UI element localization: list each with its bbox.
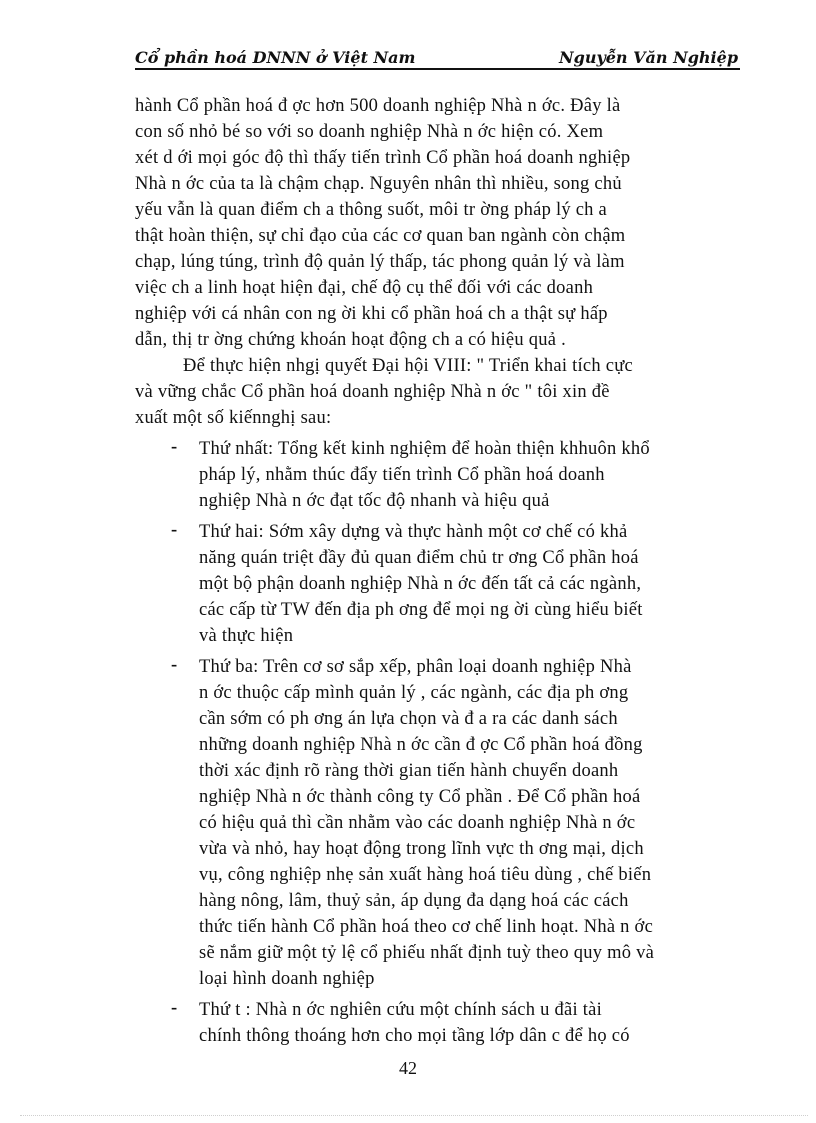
text-line: các cấp từ TW đến địa ph ơng để mọi ng ời cùng hiểu biết <box>199 600 643 620</box>
text-line: vừa và nhỏ, hay hoạt động trong lĩnh vực th ơng mại, dịch <box>199 839 644 859</box>
text-line: chạp, lúng túng, trình độ quản lý thấp, tác phong quản lý và làm <box>135 252 625 272</box>
bullet-item-second <box>135 519 735 649</box>
text-line: năng quán triệt đầy đủ quan điểm chủ tr ơng Cổ phần hoá <box>199 548 639 568</box>
text-line: việc ch a linh hoạt hiện đại, chế độ cụ thể đối với các doanh <box>135 278 594 298</box>
bullet-dash-icon: - <box>171 520 178 540</box>
text-line: chính thông thoáng hơn cho mọi tầng lớp dân c để họ có <box>199 1026 630 1046</box>
text-line: sẽ nắm giữ một tỷ lệ cổ phiếu nhất định tuỳ theo quy mô và <box>199 943 655 963</box>
text-line: thật hoàn thiện, sự chỉ đạo của các cơ quan ban ngành còn chậm <box>135 226 626 246</box>
text-line: xét d ới mọi góc độ thì thấy tiến trình Cổ phần hoá doanh nghiệp <box>135 148 631 168</box>
page-number: 42 <box>399 1058 417 1078</box>
page-body <box>135 93 735 1049</box>
text-line: Thứ nhất: Tổng kết kinh nghiệm để hoàn thiện khhuôn khổ <box>199 439 650 459</box>
running-header <box>135 46 740 70</box>
proposal-paragraph <box>135 353 735 431</box>
text-line: yếu vẫn là quan điểm ch a thông suốt, môi tr ờng pháp lý ch a <box>135 200 608 220</box>
text-line: loại hình doanh nghiệp <box>199 969 375 989</box>
intro-paragraph <box>135 93 735 353</box>
text-line: có hiệu quả thì cần nhằm vào các doanh nghiệp Nhà n ớc <box>199 813 636 833</box>
text-line: và thực hiện <box>199 626 294 646</box>
text-line: Thứ ba: Trên cơ sơ sắp xếp, phân loại doanh nghiệp Nhà <box>199 657 632 677</box>
bullet-item-third <box>135 654 735 992</box>
text-line: và vững chắc Cổ phần hoá doanh nghiệp Nhà n ớc " tôi xin đề <box>135 382 610 402</box>
text-line: những doanh nghiệp Nhà n ớc cần đ ợc Cổ phần hoá đồng <box>199 735 643 755</box>
text-line: nghiệp Nhà n ớc đạt tốc độ nhanh và hiệu quả <box>199 491 550 511</box>
text-line: Để thực hiện nhgị quyết Đại hội VIII: " Triển khai tích cực <box>183 356 633 376</box>
header-document-title: Cổ phần hoá DNNN ở Việt Nam <box>135 48 416 67</box>
bullet-dash-icon: - <box>171 437 178 457</box>
page-bottom-divider <box>20 1115 808 1116</box>
bullet-dash-icon: - <box>171 655 178 675</box>
header-author-name: Nguyễn Văn Nghiệp <box>559 48 738 67</box>
bullet-item-fourth <box>135 997 735 1049</box>
bullet-dash-icon: - <box>171 998 178 1018</box>
text-line: xuất một số kiếnnghị sau: <box>135 408 332 428</box>
text-line: vụ, công nghiệp nhẹ sản xuất hàng hoá tiêu dùng , chế biến <box>199 865 652 885</box>
bullet-item-first <box>135 436 735 514</box>
text-line: hàng nông, lâm, thuỷ sản, áp dụng đa dạng hoá các cách <box>199 891 629 911</box>
text-line: Thứ hai: Sớm xây dựng và thực hành một cơ chế có khả <box>199 522 628 542</box>
text-line: cần sớm có ph ơng án lựa chọn và đ a ra các danh sách <box>199 709 618 729</box>
text-line: hành Cổ phần hoá đ ợc hơn 500 doanh nghiệp Nhà n ớc. Đây là <box>135 96 621 116</box>
text-line: thức tiến hành Cổ phần hoá theo cơ chế linh hoạt. Nhà n ớc <box>199 917 654 937</box>
text-line: dẫn, thị tr ờng chứng khoán hoạt động ch a có hiệu quả . <box>135 330 566 350</box>
text-line: con số nhỏ bé so với so doanh nghiệp Nhà n ớc hiện có. Xem <box>135 122 604 142</box>
text-line: một bộ phận doanh nghiệp Nhà n ớc đến tất cả các ngành, <box>199 574 642 594</box>
text-line: nghiệp Nhà n ớc thành công ty Cổ phần . Để Cổ phần hoá <box>199 787 641 807</box>
text-line: Nhà n ớc của ta là chậm chạp. Nguyên nhân thì nhiều, song chủ <box>135 174 622 194</box>
text-line: pháp lý, nhằm thúc đẩy tiến trình Cổ phần hoá doanh <box>199 465 605 485</box>
text-line: n ớc thuộc cấp mình quản lý , các ngành, các địa ph ơng <box>199 683 629 703</box>
text-line: thời xác định rõ ràng thời gian tiến hành chuyển doanh <box>199 761 619 781</box>
text-line: nghiệp với cá nhân con ng ời khi cổ phần hoá ch a thật sự hấp <box>135 304 608 324</box>
text-line: Thứ t : Nhà n ớc nghiên cứu một chính sách u đãi tài <box>199 1000 602 1020</box>
